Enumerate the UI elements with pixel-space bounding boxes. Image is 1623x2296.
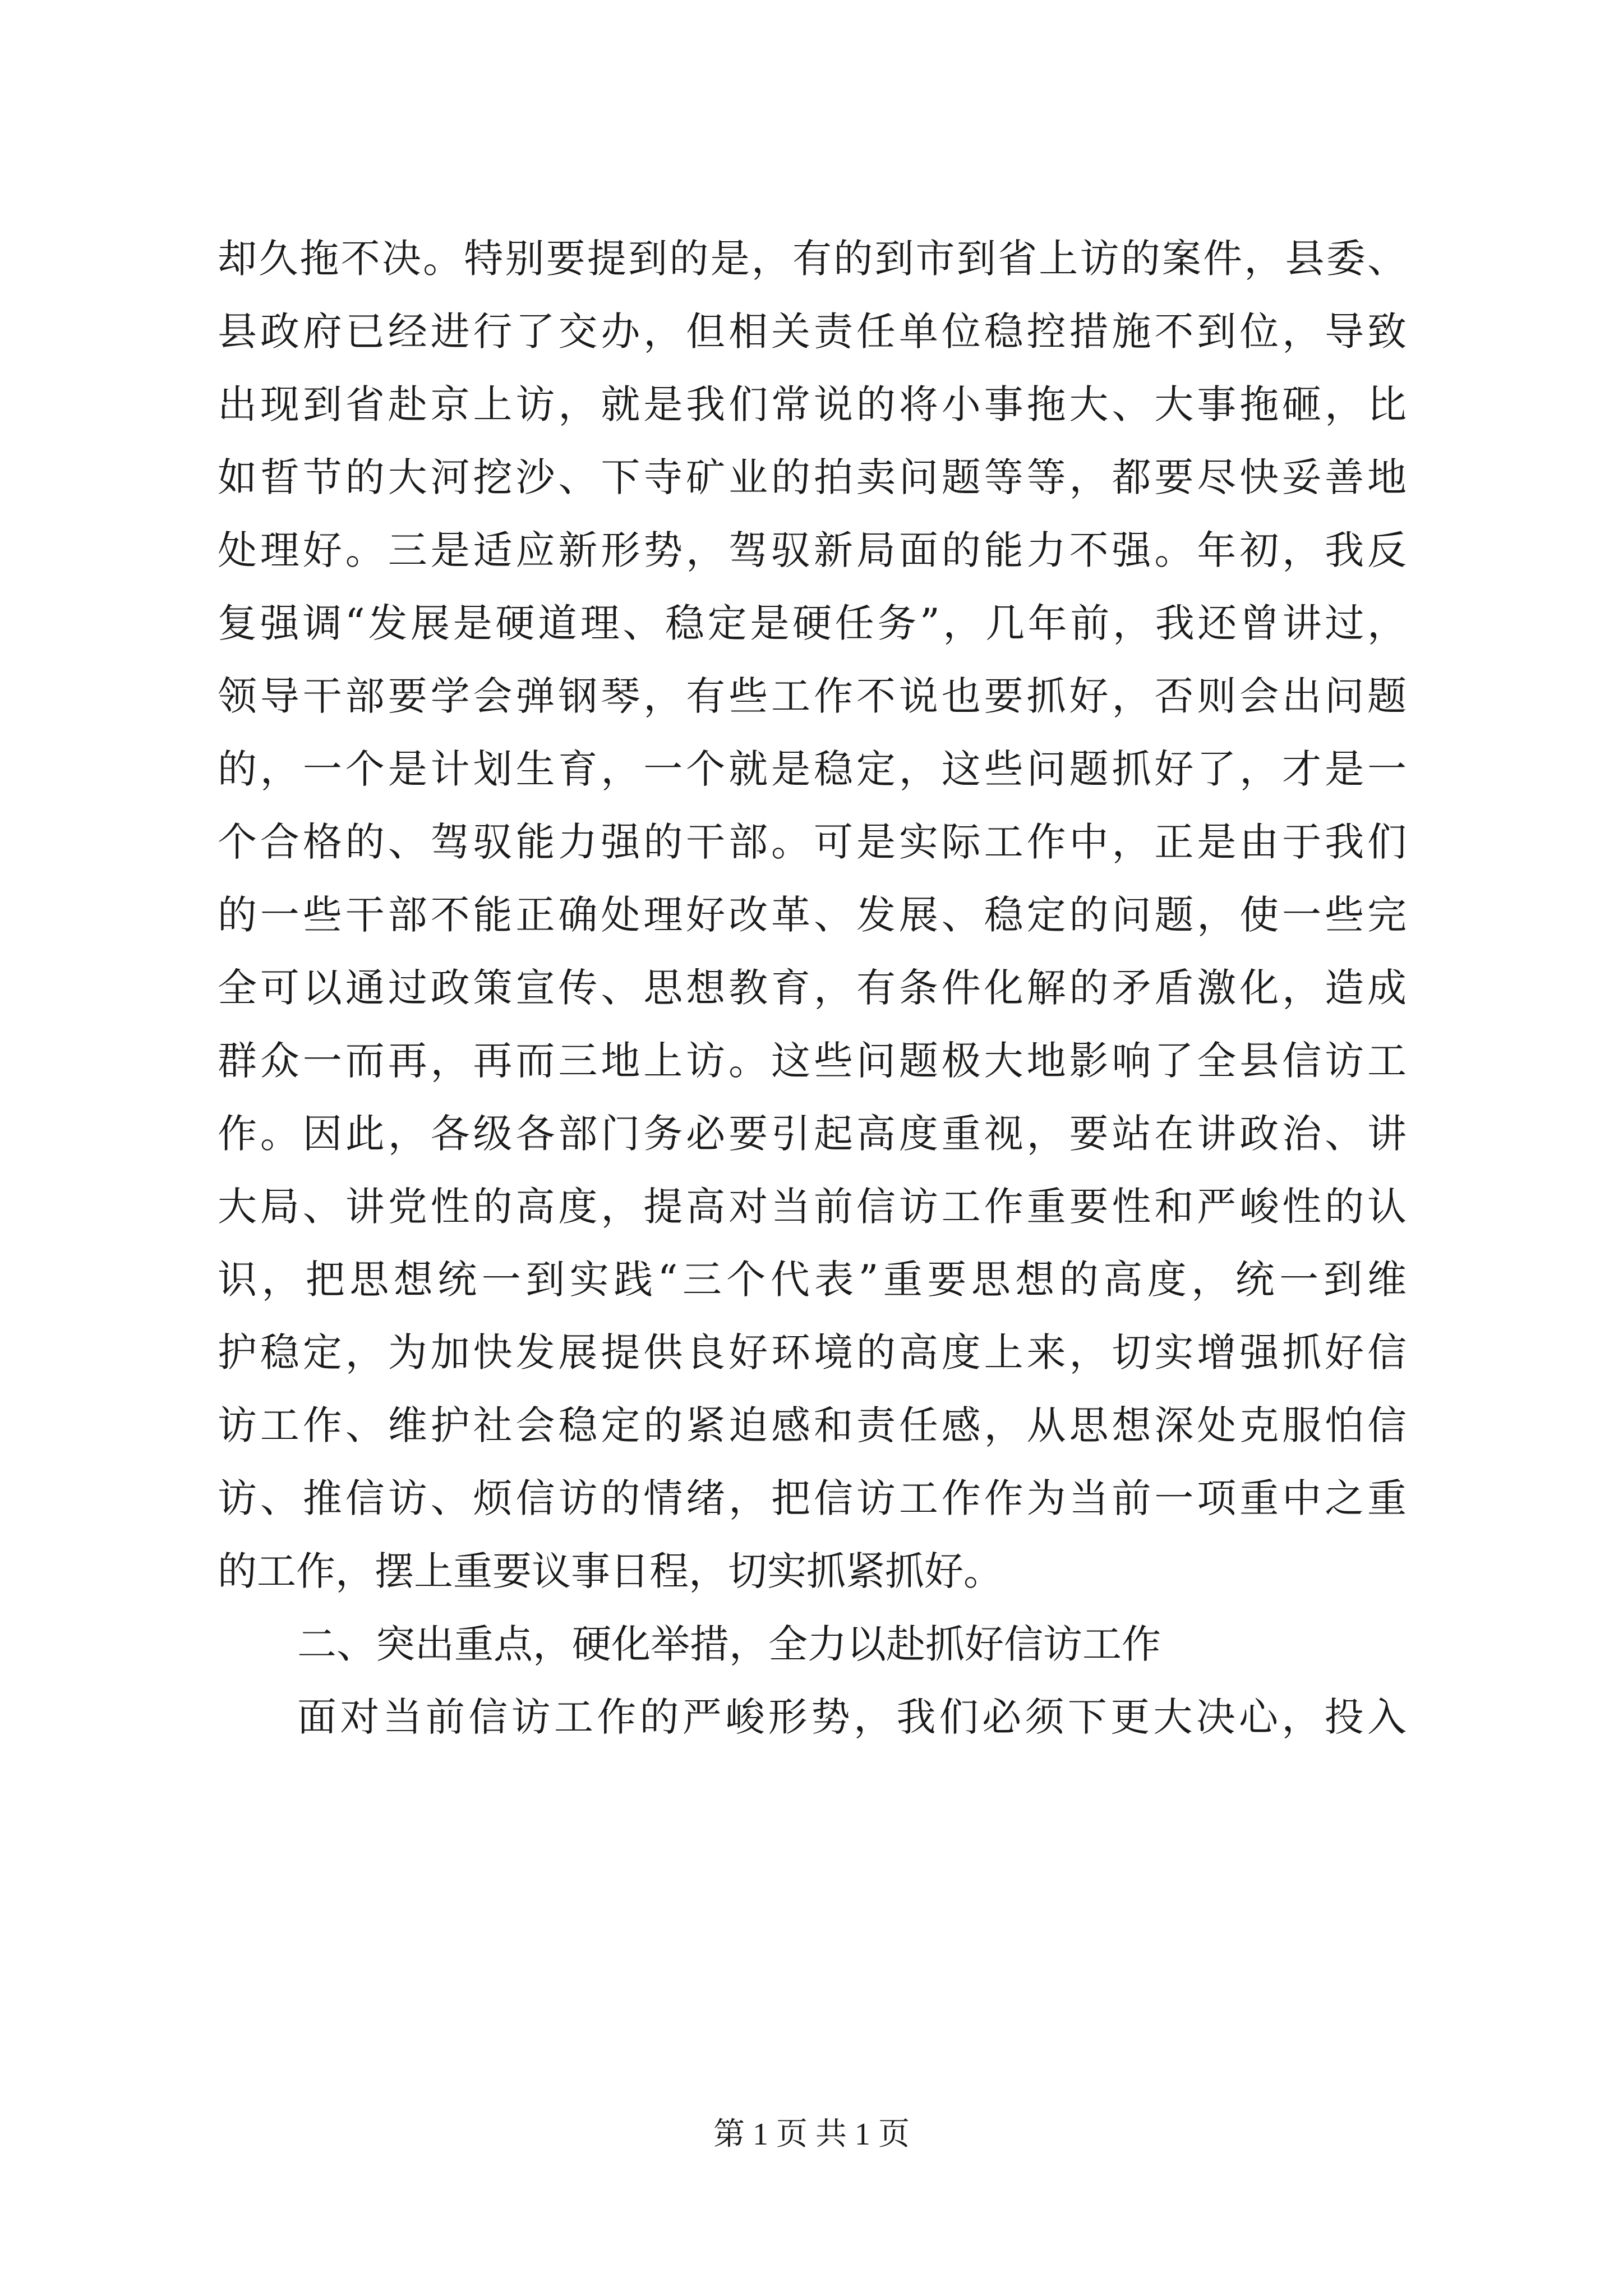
- body-line: 的工作，摆上重要议事日程，切实抓紧抓好。: [218, 1548, 1003, 1594]
- body-line: 的一些干部不能正确处理好改革、发展、稳定的问题，使一些完: [218, 892, 1407, 938]
- body-line: 作。因此，各级各部门务必要引起高度重视，要站在讲政治、讲: [218, 1111, 1407, 1157]
- body-line: 县政府已经进行了交办，但相关责任单位稳控措施不到位，导致: [218, 309, 1407, 355]
- body-line: 访工作、维护社会稳定的紧迫感和责任感，从思想深处克服怕信: [218, 1402, 1407, 1448]
- body-line: 却久拖不决。特别要提到的是，有的到市到省上访的案件，县委、: [218, 236, 1407, 282]
- body-line: 群众一而再，再而三地上访。这些问题极大地影响了全县信访工: [218, 1038, 1407, 1084]
- paragraph-start-line: 面对当前信访工作的严峻形势，我们必须下更大决心，投入: [297, 1694, 1407, 1740]
- document-body: [218, 222, 1407, 1754]
- section-heading: 二、突出重点，硬化举措，全力以赴抓好信访工作: [297, 1621, 1161, 1667]
- body-line: 全可以通过政策宣传、思想教育，有条件化解的矛盾激化，造成: [218, 965, 1407, 1011]
- page-number-footer: 第 1 页 共 1 页: [713, 2117, 910, 2152]
- body-line: 大局、讲党性的高度，提高对当前信访工作重要性和严峻性的认: [218, 1184, 1407, 1230]
- body-line: 识，把思想统一到实践“三个代表”重要思想的高度，统一到维: [218, 1257, 1407, 1303]
- body-line: 的，一个是计划生育，一个就是稳定，这些问题抓好了，才是一: [218, 746, 1407, 792]
- body-line: 个合格的、驾驭能力强的干部。可是实际工作中，正是由于我们: [218, 819, 1407, 865]
- body-line: 出现到省赴京上访，就是我们常说的将小事拖大、大事拖砸，比: [218, 381, 1407, 427]
- body-line: 访、推信访、烦信访的情绪，把信访工作作为当前一项重中之重: [218, 1475, 1407, 1521]
- body-line: 如晢节的大河挖沙、下寺矿业的拍卖问题等等，都要尽快妥善地: [218, 454, 1407, 500]
- body-line: 复强调“发展是硬道理、稳定是硬任务”，几年前，我还曾讲过，: [218, 600, 1407, 646]
- body-line: 领导干部要学会弹钢琴，有些工作不说也要抓好，否则会出问题: [218, 673, 1407, 719]
- body-line: 护稳定，为加快发展提供良好环境的高度上来，切实增强抓好信: [218, 1329, 1407, 1375]
- body-line: 处理好。三是适应新形势，驾驭新局面的能力不强。年初，我反: [218, 527, 1407, 573]
